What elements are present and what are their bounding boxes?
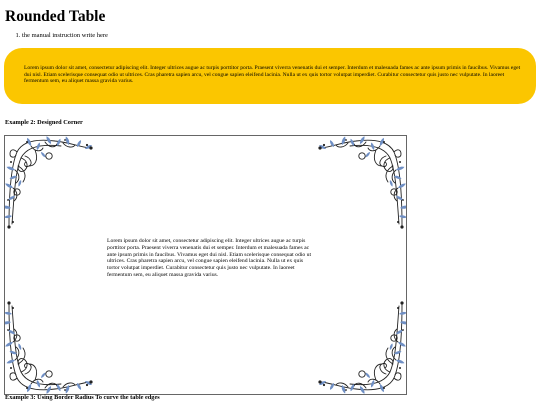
rounded-table-text: Lorem ipsum dolor sit amet, consectetur adipiscing elit. Integer ultrices augue ac turpis porttitor porta. Praesent viverra venenatis dui et semper. Interdum et malesuada fames ac ante ipsum primis in faucibus. Vivamus eget dui nisl. Etiam scelerisque consequat odio ut ultrices. Cras pharetra sapien arcu, vel congue sapien eleifend lacinia. Nulla ut ex quis tortor volutpat imperdiet. Curabitur consectetur quis justo nec vulputate. In laoreet fermentum sem, eu aliquet massa gravida varius. xyxy=(24,65,521,85)
instruction-list xyxy=(0,32,108,40)
example-2-label: Example 2: Designed Corner xyxy=(5,119,83,126)
designed-corner-text: Lorem ipsum dolor sit amet, consectetur adipiscing elit. Integer ultrices augue ac turpis porttitor porta. Praesent viverra venenatis dui et semper. Interdum et malesuada fames ac ante ipsum primis in faucibus. Vivamus eget dui nisl. Etiam scelerisque consequat odio ut ultrices. Cras pharetra sapien arcu, vel congue sapien eleifend lacinia. Nulla ut ex quis tortor volutpat imperdiet. Curabitur consectetur quis justo nec vulputate. In laoreet fermentum sem, eu aliquet massa gravida varius. xyxy=(107,238,312,278)
instruction-item: 1. the manual instruction write here xyxy=(22,32,108,40)
floral-corner-top-left-icon xyxy=(5,136,99,230)
floral-corner-bottom-right-icon xyxy=(312,300,406,394)
designed-corner-table xyxy=(4,135,407,395)
page-title: Rounded Table xyxy=(5,8,106,25)
rounded-table-example xyxy=(4,48,536,104)
floral-corner-top-right-icon xyxy=(312,136,406,230)
example-3-label: Example 3: Using Border Radius To curve the table edges xyxy=(5,394,160,401)
floral-corner-bottom-left-icon xyxy=(5,300,99,394)
